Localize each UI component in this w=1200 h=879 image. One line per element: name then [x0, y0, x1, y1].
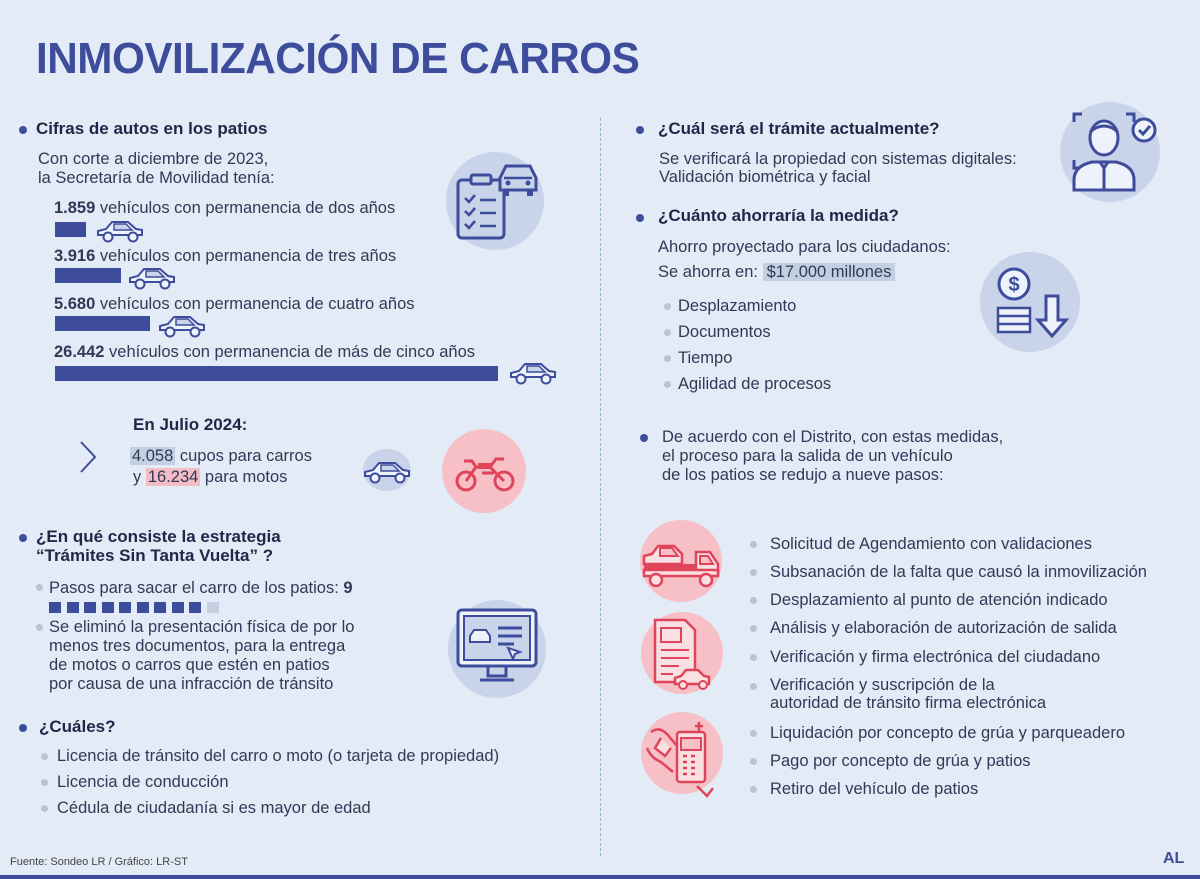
bullet [19, 534, 27, 542]
bullet [750, 654, 757, 661]
cifra-row: 26.442 vehículos con permanencia de más de cinco años [54, 343, 476, 361]
bottom-rule [0, 875, 1200, 879]
step-square [207, 602, 219, 613]
paso-item: Solicitud de Agendamiento con validaciones [770, 535, 1092, 553]
svg-text:$: $ [1008, 274, 1020, 296]
bullet [664, 381, 671, 388]
bullet [750, 683, 757, 690]
cifras-intro: la Secretaría de Movilidad tenía: [38, 169, 275, 187]
distrito-text: De acuerdo con el Distrito, con estas medidas, el proceso para la salida de un vehículo de los patios se redujo a nueve pasos: [662, 428, 1004, 484]
documento-item: Licencia de conducción [57, 773, 229, 791]
step-square [49, 602, 61, 613]
bar-cinco-anos [55, 366, 498, 381]
step-square [102, 602, 114, 613]
cifras-intro: Con corte a diciembre de 2023, [38, 150, 269, 168]
bullet [41, 753, 48, 760]
bullet [41, 805, 48, 812]
tramite-text: Validación biométrica y facial [659, 168, 871, 186]
tramite-heading: ¿Cuál será el trámite actualmente? [658, 119, 940, 138]
step-square [119, 602, 131, 613]
pasos-label: Pasos para sacar el carro de los patios: 9 [49, 579, 353, 597]
bar-dos-anos [55, 222, 86, 237]
checklist-car-icon [446, 152, 544, 250]
logo: AL [1163, 850, 1185, 867]
monitor-icon [448, 600, 546, 698]
bullet [750, 758, 757, 765]
julio-heading: En Julio 2024: [133, 415, 248, 434]
bullet [636, 214, 644, 222]
step-square [154, 602, 166, 613]
step-square [137, 602, 149, 613]
documento-item: Cédula de ciudadanía si es mayor de edad [57, 799, 371, 817]
ahorro-item: Tiempo [678, 349, 733, 367]
cupos-carros: 4.058 cupos para carros [132, 447, 312, 465]
paso-item: Retiro del vehículo de patios [770, 780, 979, 798]
bullet [19, 126, 27, 134]
motorcycle-icon [442, 429, 526, 513]
paso-item: Análisis y elaboración de autorización de salida [770, 619, 1117, 637]
tow-truck-icon [640, 520, 722, 602]
source-note: Fuente: Sondeo LR / Gráfico: LR-ST [10, 856, 188, 868]
tramite-text: Se verificará la propiedad con sistemas digitales: [659, 150, 1017, 168]
bullet [750, 625, 757, 632]
ahorro-item: Agilidad de procesos [678, 375, 832, 393]
car-icon [157, 314, 207, 345]
bullet [750, 786, 757, 793]
bar-cuatro-anos [55, 316, 150, 331]
coins-down-icon [980, 252, 1080, 352]
estrategia-heading: “Trámites Sin Tanta Vuelta” ? [36, 546, 274, 565]
cifra-row: 3.916 vehículos con permanencia de tres años [54, 247, 397, 265]
paso-item: Verificación y suscripción de la autoridad de tránsito firma electrónica [770, 676, 1047, 712]
car-icon [508, 361, 558, 392]
page-title: INMOVILIZACIÓN DE CARROS [36, 34, 640, 83]
cifra-row: 5.680 vehículos con permanencia de cuatro años [54, 295, 415, 313]
bar-tres-anos [55, 268, 121, 283]
ahorro-text: Ahorro proyectado para los ciudadanos: [658, 238, 951, 256]
step-square [84, 602, 96, 613]
bullet [640, 434, 648, 442]
bullet [750, 569, 757, 576]
cupos-motos: y 16.234 para motos [133, 468, 288, 486]
step-square [189, 602, 201, 613]
bullet [36, 584, 43, 591]
car-icon [127, 266, 177, 297]
bullet [636, 126, 644, 134]
paso-item: Desplazamiento al punto de atención indicado [770, 591, 1108, 609]
ahorro-amount: Se ahorra en: $17.000 millones [658, 262, 895, 282]
bullet [750, 541, 757, 548]
biometric-person-icon [1060, 102, 1160, 202]
bullet [750, 730, 757, 737]
paso-item: Verificación y firma electrónica del ciudadano [770, 648, 1101, 666]
cuales-heading: ¿Cuáles? [39, 717, 116, 736]
bullet [36, 624, 43, 631]
step-square [172, 602, 184, 613]
ahorro-item: Desplazamiento [678, 297, 797, 315]
paso-item: Subsanación de la falta que causó la inmovilización [770, 563, 1147, 581]
document-car-icon [641, 612, 723, 694]
step-square [67, 602, 79, 613]
bullet [664, 355, 671, 362]
ahorro-heading: ¿Cuánto ahorraría la medida? [658, 206, 899, 225]
paso-item: Pago por concepto de grúa y patios [770, 752, 1031, 770]
estrategia-heading: ¿En qué consiste la estrategia [36, 527, 281, 546]
ahorro-item: Documentos [678, 323, 771, 341]
column-divider [600, 118, 601, 856]
cifra-row: 1.859 vehículos con permanencia de dos años [54, 199, 396, 217]
car-icon [363, 449, 411, 491]
payment-terminal-icon [641, 712, 723, 794]
bullet [19, 724, 27, 732]
eliminacion-text: Se eliminó la presentación física de por lo menos tres documentos, para la entrega de motos o carros que estén en patios por causa de una infracción de tránsito [49, 618, 355, 693]
bullet [664, 303, 671, 310]
documento-item: Licencia de tránsito del carro o moto (o tarjeta de propiedad) [57, 747, 500, 765]
bullet [664, 329, 671, 336]
cifras-heading: Cifras de autos en los patios [36, 119, 268, 138]
paso-item: Liquidación por concepto de grúa y parqueadero [770, 724, 1126, 742]
bullet [41, 779, 48, 786]
chevron-right-icon [78, 440, 98, 479]
bullet [750, 597, 757, 604]
